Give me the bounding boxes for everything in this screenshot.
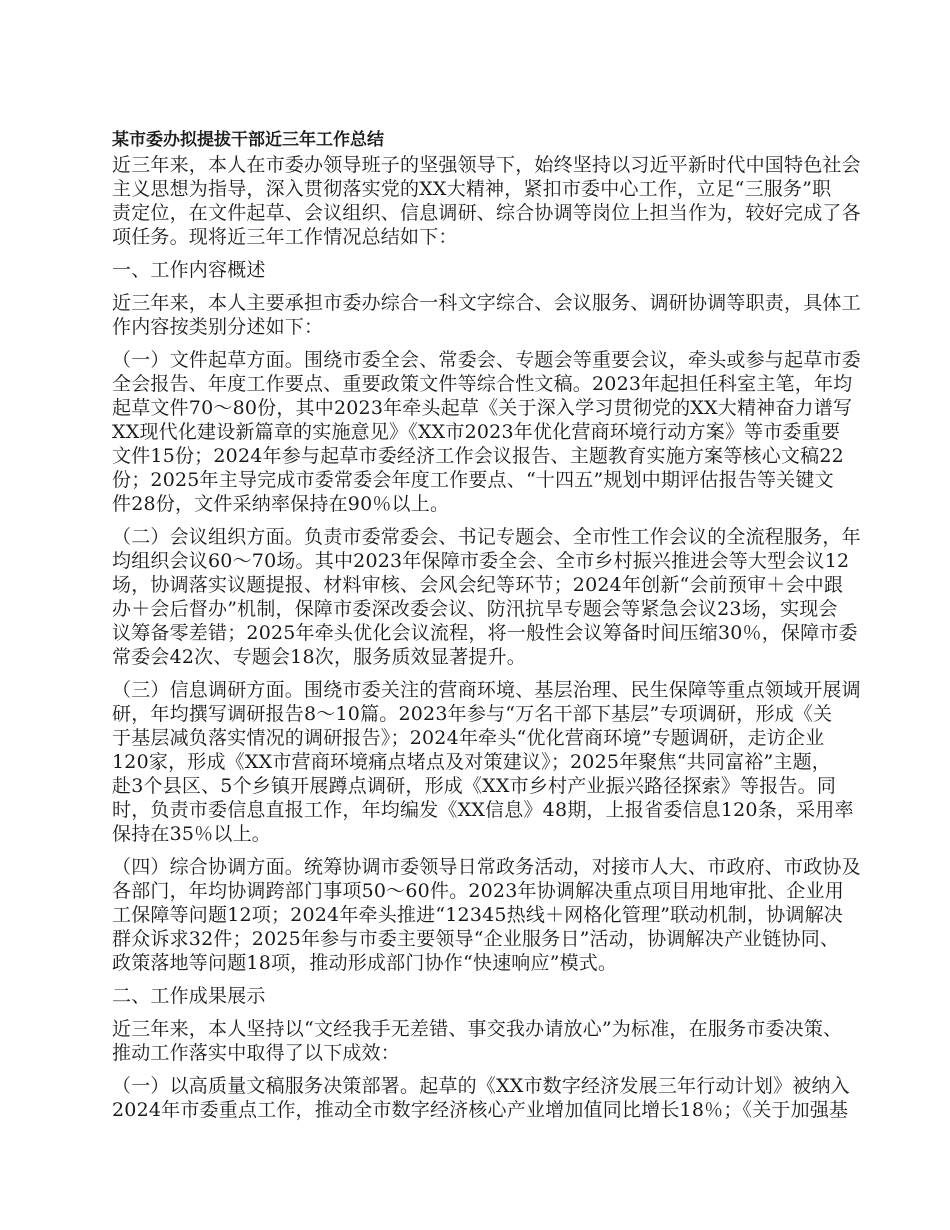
text-line: （一）文件起草方面。围绕市委全会、常委会、专题会等重要会议，牵头或参与起草市委 — [112, 349, 861, 371]
text-line: 近三年来，本人主要承担市委办综合一科文字综合、会议服务、调研协调等职责，具体工 — [112, 292, 861, 314]
text-line: 于基层减负落实情况的调研报告》；2024年牵头“优化营商环境”专题调研，走访企业 — [112, 727, 825, 749]
paragraph — [112, 348, 861, 516]
text-line: 政策落地等问题18项，推动形成部门协作“快速响应”模式。 — [112, 952, 618, 974]
text-line: （三）信息调研方面。围绕市委关注的营商环境、基层治理、民生保障等重点领域开展调 — [112, 679, 861, 701]
text-line: 工保障等问题12项；2024年牵头推进“12345热线＋网格化管理”联动机制，协调解决 — [112, 904, 844, 926]
paragraph — [112, 855, 861, 975]
paragraph — [112, 525, 861, 669]
text-line: 项任务。现将近三年工作情况总结如下： — [112, 226, 458, 248]
document-body — [112, 153, 861, 1122]
paragraph — [112, 291, 861, 339]
text-line: 主义思想为指导，深入贯彻落实党的XX大精神，紧扣市委中心工作，立足“三服务”职 — [112, 178, 832, 200]
text-line: 2024年市委重点工作，推动全市数字经济核心产业增加值同比增长18％；《关于加强基 — [112, 1099, 849, 1121]
text-line: （一）以高质量文稿服务决策部署。起草的《XX市数字经济发展三年行动计划》被纳入 — [112, 1075, 850, 1097]
document-page — [112, 128, 861, 1131]
text-line: （二）会议组织方面。负责市委常委会、书记专题会、全市性工作会议的全流程服务，年 — [112, 526, 861, 548]
text-line: （四）综合协调方面。统筹协调市委领导日常政务活动，对接市人大、市政府、市政协及 — [112, 856, 861, 878]
text-line: 120家，形成《XX市营商环境痛点堵点及对策建议》；2025年聚焦“共同富裕”主题， — [112, 751, 831, 773]
text-line: 研，年均撰写调研报告8～10篇。2023年参与“万名干部下基层”专项调研，形成《关 — [112, 703, 833, 725]
text-line: 常委会42次、专题会18次，服务质效显著提升。 — [112, 646, 526, 668]
text-line: 作内容按类别分述如下： — [112, 316, 324, 338]
text-line: 全会报告、年度工作要点、重要政策文件等综合性文稿。2023年起担任科室主笔，年均 — [112, 373, 853, 395]
text-line: 办＋会后督办”机制，保障市委深改委会议、防汛抗旱专题会等紧急会议23场，实现会 — [112, 598, 838, 620]
text-line: 均组织会议60～70场。其中2023年保障市委全会、全市乡村振兴推进会等大型会议12 — [112, 550, 850, 572]
text-line: 二、工作成果展示 — [112, 985, 266, 1007]
text-line: 议筹备零差错；2025年牵头优化会议流程，将一般性会议筹备时间压缩30％，保障市委 — [112, 622, 858, 644]
paragraph — [112, 1017, 857, 1065]
text-line: 文件15份；2024年参与起草市委经济工作会议报告、主题教育实施方案等核心文稿22 — [112, 445, 844, 467]
text-line: 近三年来，本人坚持以“文经我手无差错、事交我办请放心”为标准，在服务市委决策、 — [112, 1018, 843, 1040]
text-line: 责定位，在文件起草、会议组织、信息调研、综合协调等岗位上担当作为，较好完成了各 — [112, 202, 861, 224]
text-line: 各部门，年均协调跨部门事项50～60件。2023年协调解决重点项目用地审批、企业用 — [112, 880, 844, 902]
text-line: 近三年来，本人在市委办领导班子的坚强领导下，始终坚持以习近平新时代中国特色社会 — [112, 154, 861, 176]
text-line: 份；2025年主导完成市委常委会年度工作要点、“十四五”规划中期评估报告等关键文 — [112, 469, 834, 491]
section-heading — [112, 258, 857, 282]
text-line: XX现代化建设新篇章的实施意见》《XX市2023年优化营商环境行动方案》等市委重要 — [112, 421, 841, 443]
text-line: 保持在35％以上。 — [112, 823, 271, 845]
text-line: 推动工作落实中取得了以下成效： — [112, 1042, 401, 1064]
paragraph — [112, 678, 861, 846]
text-line: 件28份，文件采纳率保持在90％以上。 — [112, 493, 450, 515]
section-heading — [112, 984, 857, 1008]
text-line: 场，协调落实议题提报、材料审核、会风会纪等环节；2024年创新“会前预审＋会中跟 — [112, 574, 844, 596]
paragraph — [112, 153, 861, 249]
text-line: 起草文件70～80份，其中2023年牵头起草《关于深入学习贯彻党的XX大精神奋力谱写 — [112, 397, 853, 419]
text-line: 群众诉求32件；2025年参与市委主要领导“企业服务日”活动，协调解决产业链协同、 — [112, 928, 840, 950]
text-line: 一、工作内容概述 — [112, 259, 266, 281]
document-title: 某市委办拟提拔干部近三年工作总结 — [112, 130, 384, 150]
text-line: 赴3个县区、5个乡镇开展蹲点调研，形成《XX市乡村产业振兴路径探索》等报告。同 — [112, 775, 837, 797]
text-line: 时，负责市委信息直报工作，年均编发《XX信息》48期，上报省委信息120条，采用率 — [112, 799, 854, 821]
paragraph — [112, 1074, 857, 1122]
